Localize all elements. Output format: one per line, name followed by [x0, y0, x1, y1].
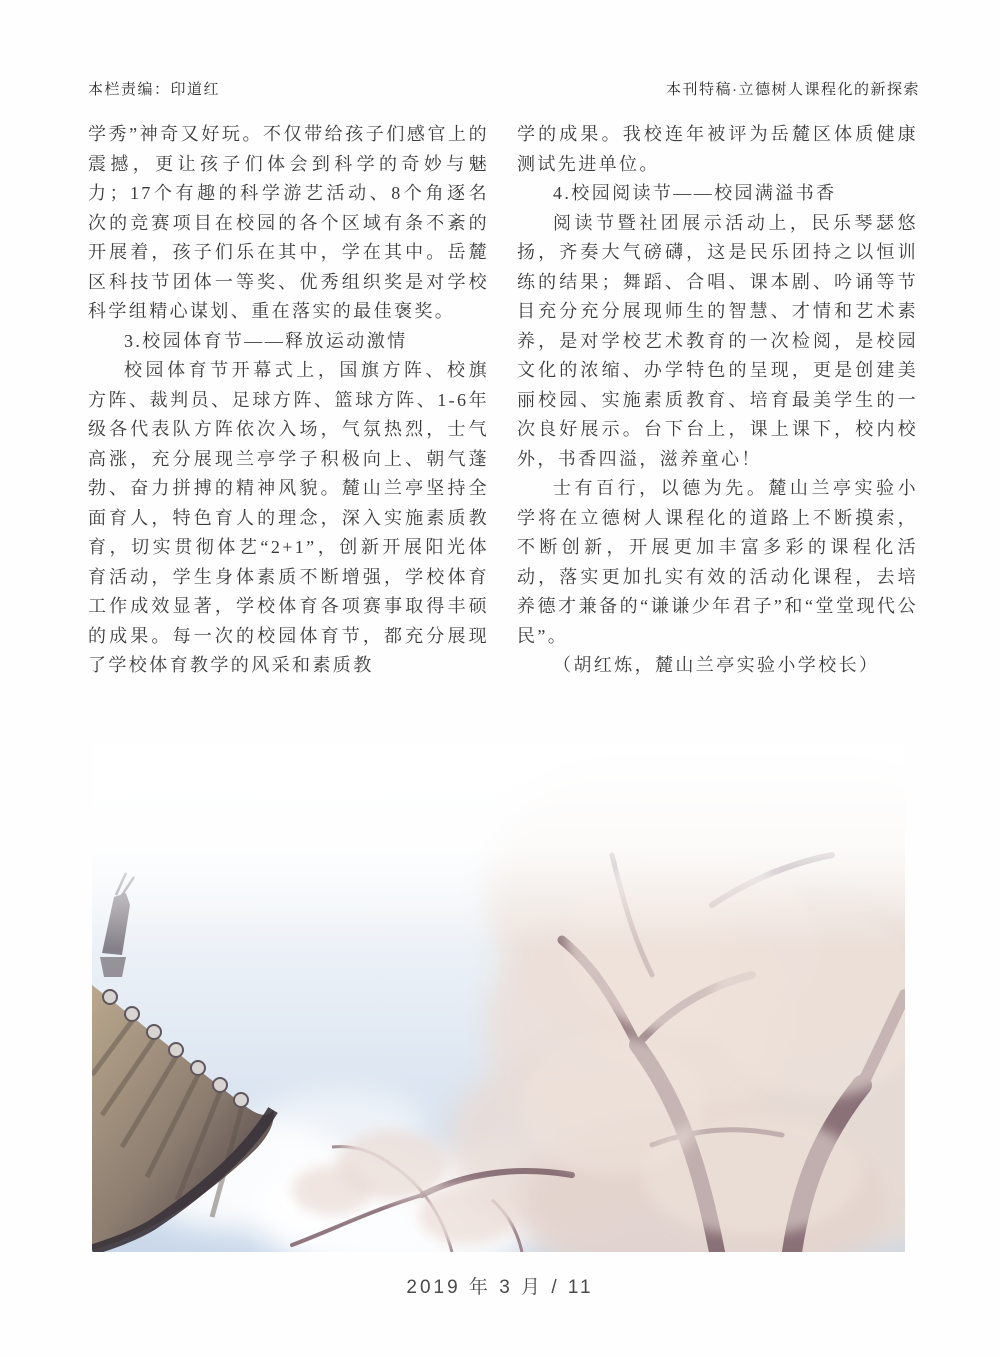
author-signature: （胡红炼，麓山兰亭实验小学校长）: [553, 655, 880, 675]
cherry-blossom-photo: [92, 745, 905, 1252]
page-number: 2019 年 3 月 / 11: [406, 1277, 594, 1298]
section-heading-reading: 4.校园阅读节——校园满溢书香: [553, 183, 837, 203]
top-white-fade: [92, 745, 905, 950]
paragraph: 士有百行，以德为先。麓山兰亭实验小学将在立德树人课程化的道路上不断摸索，不断创新，开展更加丰富多彩的课程化活动，落实更加扎实有效的活动化课程，去培养德才兼备的“谦谦少年君子”和“堂堂现代公民”。: [517, 478, 918, 646]
photo-illustration: [92, 745, 905, 1252]
paragraph: 学的成果。我校连年被评为岳麓区体质健康测试先进单位。: [517, 124, 918, 174]
paragraph: 阅读节暨社团展示活动上，民乐琴瑟悠扬，齐奏大气磅礴，这是民乐团持之以恒训练的结果；舞蹈、合唱、课本剧、吟诵等节目充分充分展现师生的智慧、才情和艺术素养，是对学校艺术教育的一次检阅，是校园文化的浓缩、办学特色的呈现，更是创建美丽校园、实施素质教育、培育最美学生的一次良好展示。台下台上，课上课下，校内校外，书香四溢，滋养童心！: [517, 212, 918, 469]
paragraph: 学秀”神奇又好玩。不仅带给孩子们感官上的震撼，更让孩子们体会到科学的奇妙与魅力；17个有趣的科学游艺活动、8个角逐名次的竞赛项目在校园的各个区域有条不紊的开展着，孩子们乐在其中，学在其中。岳麓区科技节团体一等奖、优秀组织奖是对学校科学组精心谋划、重在落实的最佳褒奖。: [88, 124, 489, 321]
page-header: [88, 78, 920, 99]
section-heading-sports: 3.校园体育节——释放运动激情: [124, 330, 408, 351]
paragraph: 校园体育节开幕式上，国旗方阵、校旗方阵、裁判员、足球方阵、篮球方阵、1-6年级各代表队方阵依次入场，气氛热烈，士气高涨，充分展现兰亭学子积极向上、朝气蓬勃、奋力拼搏的精神风貌。麓山兰亭坚持全面育人，特色育人的理念，深入实施素质教育，切实贯彻体艺“2+1”，创新开展阳光体育活动，学生身体素质不断增强，学校体育工作成效显著，学校体育各项赛事取得丰硕的成果。每一次的校园体育节，都充分展现了学校体育教学的风采和素质教: [88, 360, 489, 675]
column-editor-label: 本栏责编：印道红: [88, 81, 221, 98]
right-column: [517, 120, 918, 681]
article-body: [88, 120, 918, 681]
feature-title-label: 本刊特稿·立德树人课程化的新探索: [666, 81, 920, 98]
left-column: [88, 120, 489, 681]
page-footer: [0, 1272, 1000, 1299]
